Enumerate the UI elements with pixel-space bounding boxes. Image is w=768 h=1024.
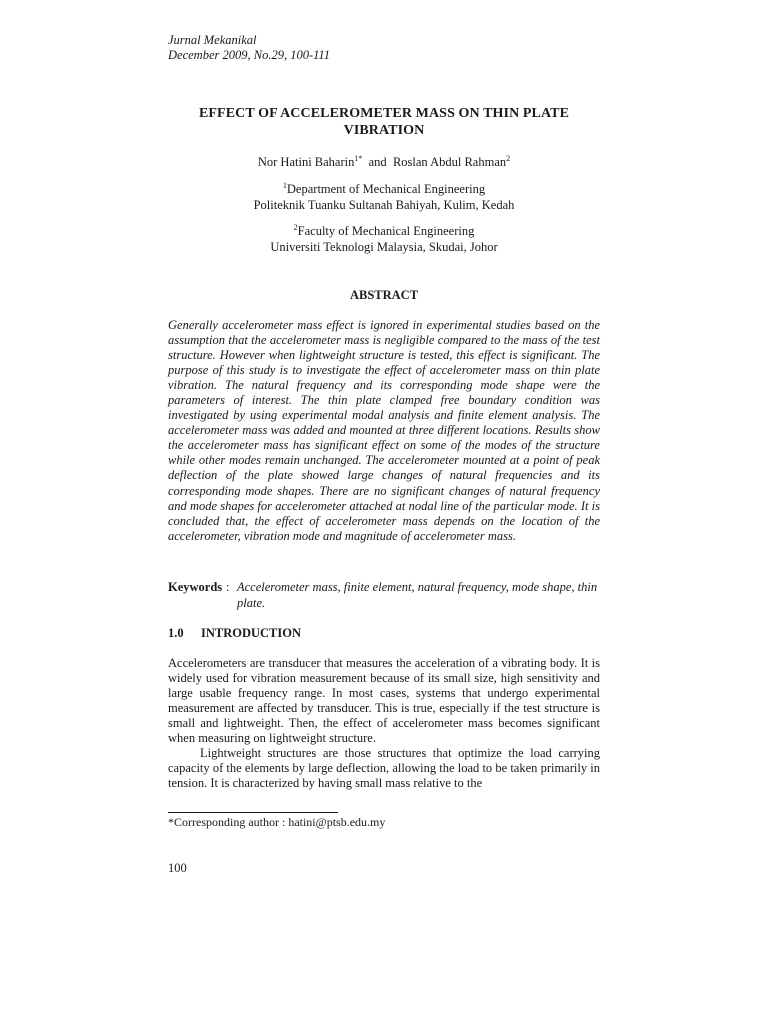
keywords-text: Accelerometer mass, finite element, natural frequency, mode shape, thin plate. [237,580,598,610]
journal-header [168,33,330,63]
section-number: 1.0 [168,626,184,640]
abstract-text: Generally accelerometer mass effect is ignored in experimental studies based on the assumption that the accelerometer mass is negligible compared to the mass of the test structure. However when lightweight structure is tested, this effect is significant. The purpose of this study is to investigate the effect of accelerometer mass on thin plate vibration. The natural frequency and its corresponding mode shape were the parameters of interest. The thin plate clamped free boundary condition was investigated by using experimental modal analysis and finite element analysis. The accelerometer mass was added and mounted at three different locations. Results show the accelerometer mass has significant effect on some of the modes of the structure while other modes remain unchanged. The accelerometer mounted at a point of peak deflection of the plate showed large changes of natural frequencies and its corresponding mode shapes. There are no significant changes of natural frequency and mode shapes for accelerometer attached at nodal line of the particular mode. It is concluded that, the effect of accelerometer mass depends on the location of the accelerometer, vibration mode and magnitude of accelerometer mass. [168,318,600,543]
author-name: Nor Hatini Baharin [257,155,355,169]
section-title: INTRODUCTION [201,626,302,640]
affiliation-institution: Universiti Teknologi Malaysia, Skudai, Johor [270,239,498,254]
body-paragraph: Lightweight structures are those structures that optimize the load carrying capacity of the elements by large deflection, allowing the load to be taken primarily in tension. It is characterized by having small mass relative to the [168,746,600,791]
author-conjunction: and [368,155,387,169]
affiliation [168,182,600,213]
affiliation-mark: 1 [282,181,287,190]
affiliation-department: Department of Mechanical Engineering [286,182,486,196]
author-name: Roslan Abdul Rahman [392,155,507,169]
introduction-body [168,656,600,791]
affiliation-mark: 2 [293,223,298,232]
section-heading [168,626,301,641]
footnote-rule [168,812,338,813]
affiliation-department: Faculty of Mechanical Engineering [297,224,475,238]
author-mark: 2 [506,154,511,163]
journal-name: Jurnal Mekanikal [168,33,257,47]
affiliation-institution: Politeknik Tuanku Sultanah Bahiyah, Kulim, Kedah [253,197,515,212]
body-paragraph: Accelerometers are transducer that measures the acceleration of a vibrating body. It is widely used for vibration measurement because of its small size, high sensitivity and large usable frequency range. In most cases, systems that undergo experimental measurement are affected by transducer. This is true, especially if the test structure is small and lightweight. Then, the effect of accelerometer mass becomes significant when measuring on lightweight structure. [168,656,600,746]
keywords-label: Keywords [168,580,223,594]
abstract-heading: ABSTRACT [349,288,419,302]
affiliation [168,224,600,255]
paper-title: EFFECT OF ACCELEROMETER MASS ON THIN PLATE VIBRATION [198,106,570,138]
journal-issue: December 2009, No.29, 100-111 [168,48,331,62]
footnote: *Corresponding author : hatini@ptsb.edu.my [168,815,386,829]
keywords-separator: : [226,580,230,594]
page-number: 100 [168,861,187,875]
author-mark: 1* [354,154,363,163]
author-line [168,154,600,170]
